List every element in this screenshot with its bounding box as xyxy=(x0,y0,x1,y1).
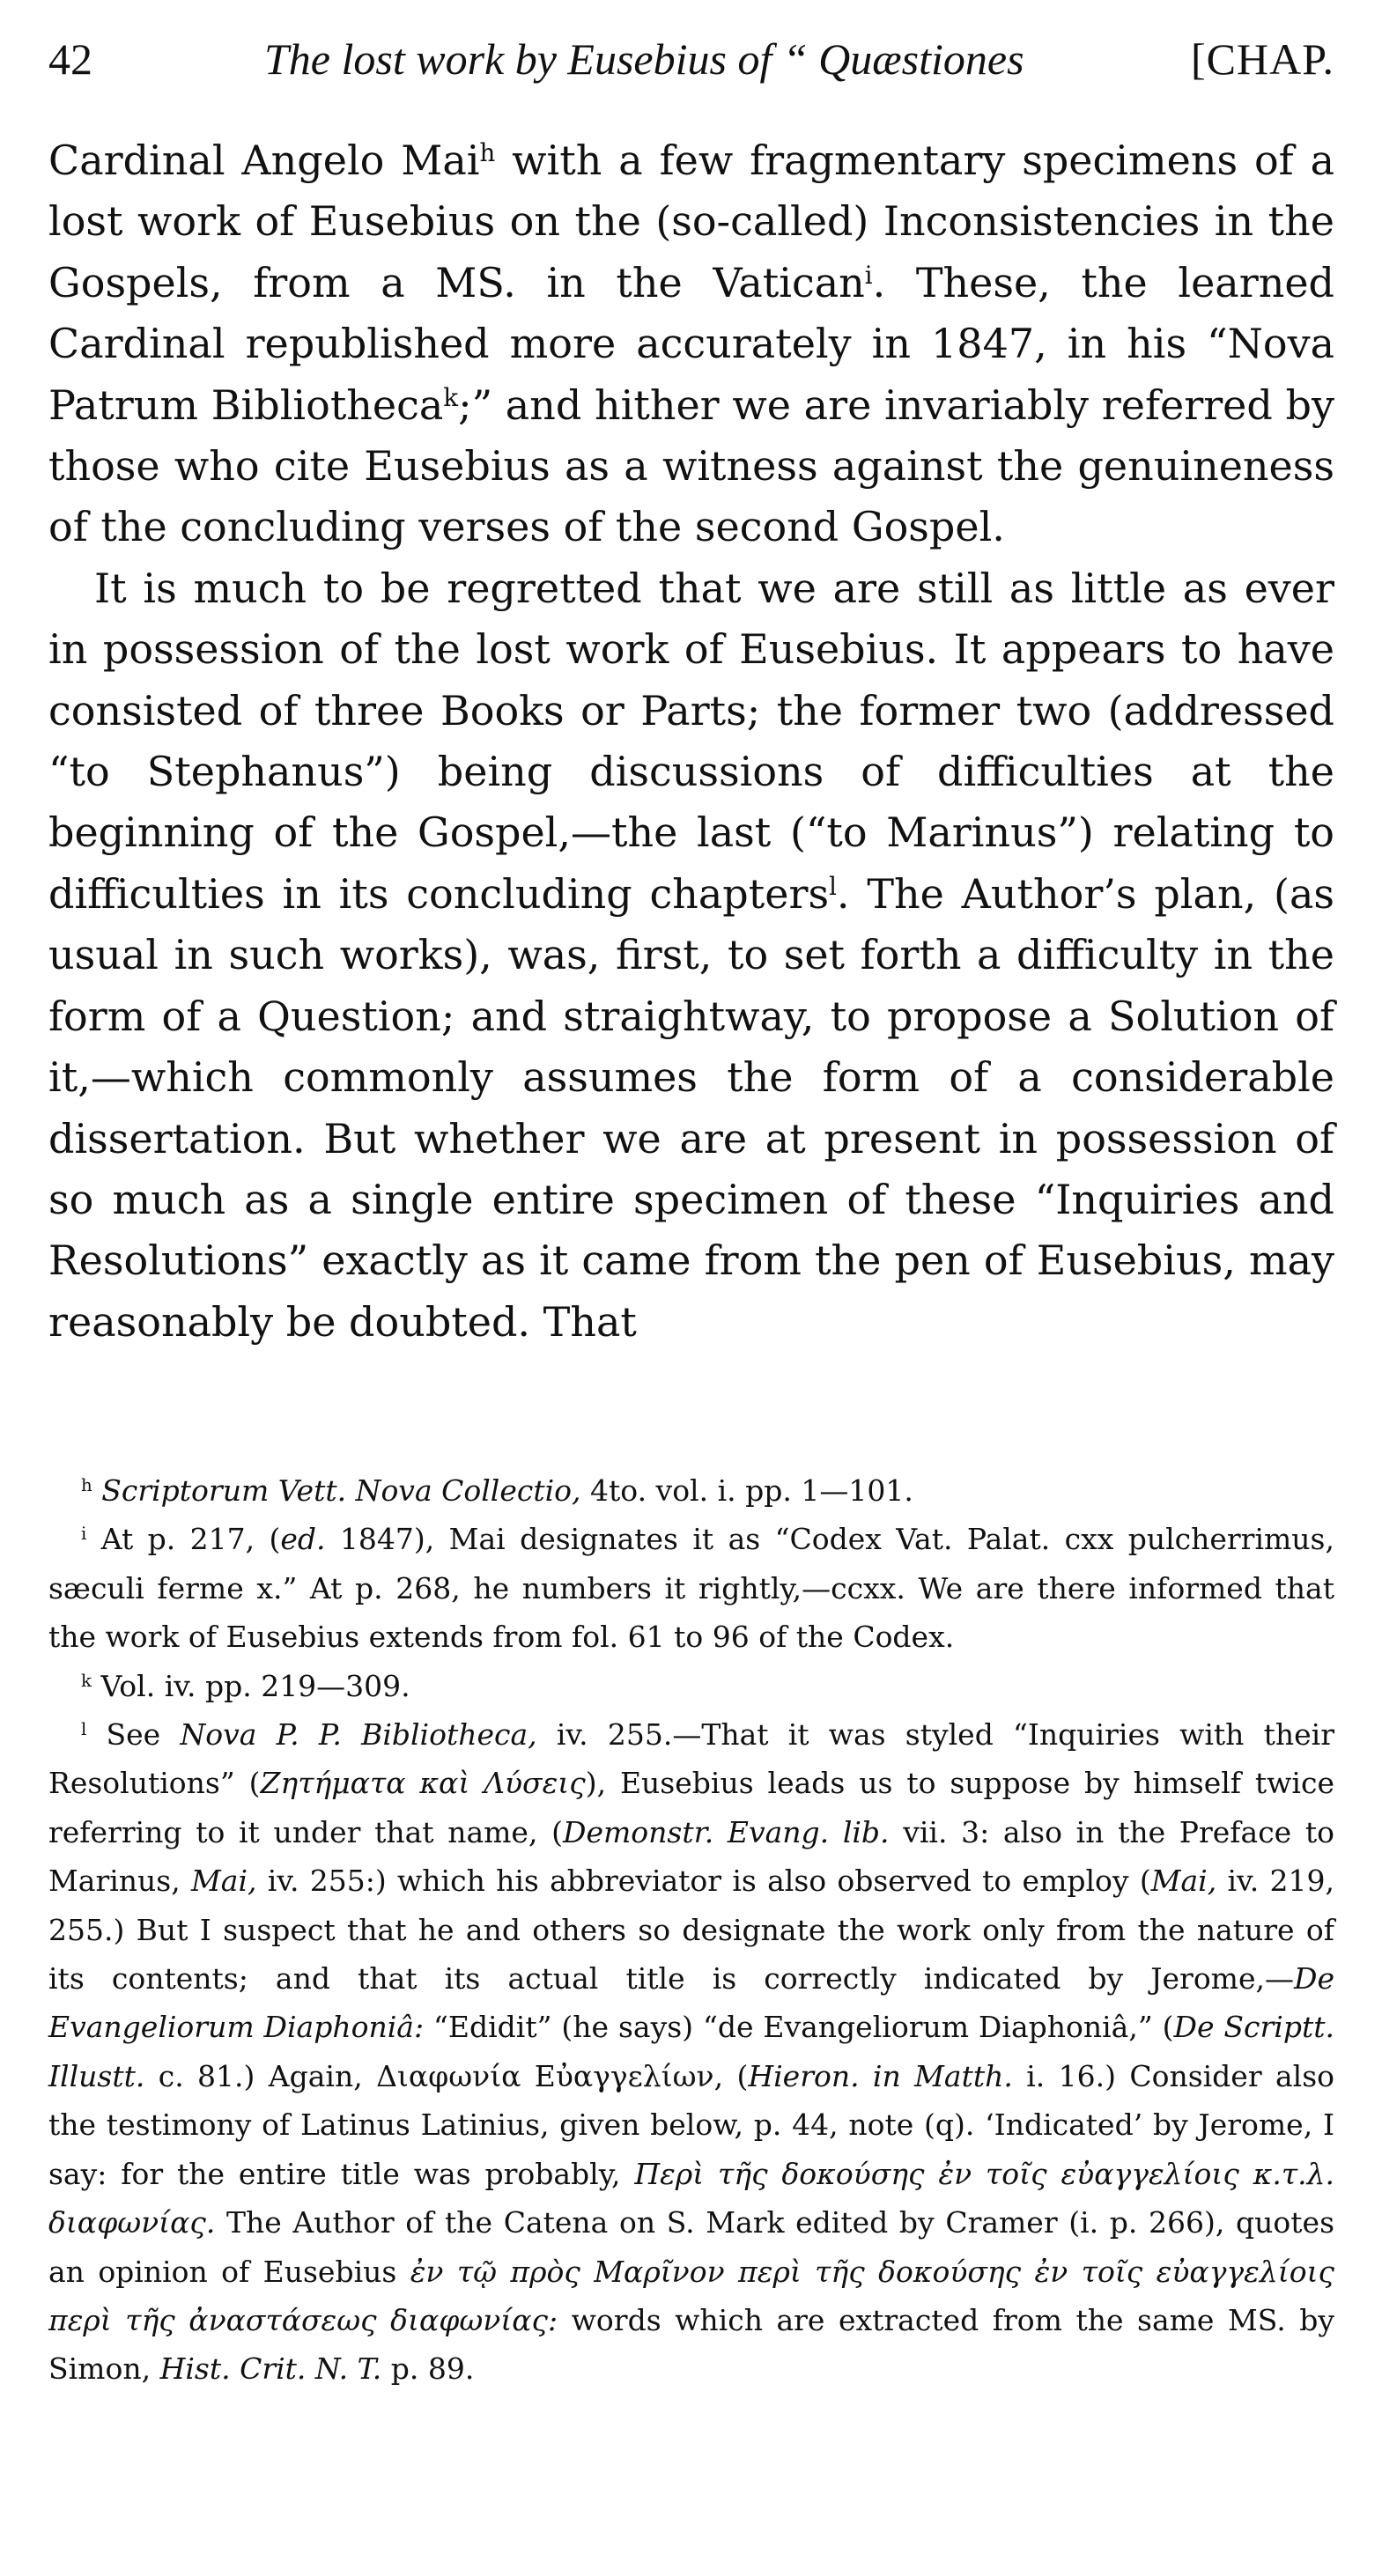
text-run: Cardinal Angelo Mai xyxy=(48,137,480,184)
italic-run: Hieron. in Matth. xyxy=(748,2058,1013,2093)
greek-run: Διαφωνία Εὐαγγελίων, xyxy=(376,2058,724,2093)
italic-run: Mai, xyxy=(1150,1864,1217,1899)
paragraph-1 xyxy=(48,130,1334,558)
text-run: 4to. vol. i. pp. 1—101. xyxy=(580,1473,913,1508)
italic-run: Nova P. P. Bibliotheca, xyxy=(180,1717,537,1753)
footnote-i xyxy=(48,1515,1334,1661)
text-run: c. 81.) Again, xyxy=(144,2058,377,2093)
italic-run: Mai, xyxy=(190,1864,257,1899)
text-run: iv. 219, 255.) But I suspect that he and others so designate the work only from the nature of its contents; and that its actual title is correctly indicated by Jerome,— xyxy=(48,1864,1334,1997)
text-run: p. 89. xyxy=(381,2351,475,2387)
greek-run: Περὶ τῆς δοκούσης ἐν τοῖς εὐαγγελίοις κ.τ.λ. διαφωνίας. xyxy=(48,2156,1334,2240)
greek-run: Ζητήματα καὶ Λύσεις xyxy=(260,1766,586,1801)
italic-run: ed. xyxy=(280,1522,326,1557)
main-text xyxy=(48,130,1334,1353)
text-run: At p. 217, ( xyxy=(100,1522,281,1557)
footnote-mark: l xyxy=(81,1719,87,1740)
italic-run: Hist. Crit. N. T. xyxy=(159,2351,382,2387)
footnote-mark: k xyxy=(81,1670,92,1691)
text-run: vii. 3: also in the Preface to Marinus, xyxy=(48,1814,1335,1899)
footnote-ref-k: k xyxy=(443,382,459,412)
footnote-k xyxy=(48,1662,1334,1710)
text-run: 1847), Mai designates it as “Codex Vat. Palat. cxx pulcherrimus, sæculi ferme x.” At p. 268, he numbers it rightly,—ccxx. We are there informed that the work of Eusebius extends from fol. 61 to 96 of the Codex. xyxy=(48,1522,1334,1655)
footnote-ref-l: l xyxy=(829,871,837,901)
text-run: “Edidit” (he says) “de Evangeliorum Diaphoniâ,” ( xyxy=(424,2010,1174,2045)
text-run: with a few fragmentary specimens of a lost work of Eusebius on the (so-called) Inconsistencies in the Gospels, from a MS. in the Vatican xyxy=(48,137,1334,306)
footnote-ref-h: h xyxy=(479,137,496,167)
text-run: . The Author’s plan, (as usual in such works), was, first, to set forth a difficulty in the form of a Question; and straightway, to propose a Solution of it,—which commonly assumes the form of a considerable dissertation. But whether we are at present in possession of so much as a single entire specimen of these “Inquiries and Resolutions” exactly as it came from the pen of Eusebius, may reasonably be doubted. That xyxy=(48,869,1334,1346)
chapter-label: [CHAP. xyxy=(1191,34,1334,84)
running-header xyxy=(48,33,1334,86)
running-title: The lost work by Eusebius of “ Quæstiones xyxy=(264,34,1024,84)
text-run: . These, the learned Cardinal republished more accurately in 1847, in his “Nova Patrum Bibliotheca xyxy=(48,258,1334,429)
text-run: See xyxy=(106,1717,181,1753)
text-run: It is much to be regretted that we are still as little as ever in possession of the lost work of Eusebius. It appears to have consisted of three Books or Parts; the former two (addressed “to Stephanus”) being discussions of difficulties at the beginning of the Gospel,—the last (“to Marinus”) relating to difficulties in its concluding chapters xyxy=(48,564,1334,918)
footnote-mark: i xyxy=(81,1524,87,1545)
italic-run: Demonstr. Evang. lib. xyxy=(562,1814,890,1849)
italic-run: Scriptorum Vett. Nova Collectio, xyxy=(101,1473,581,1508)
footnote-l xyxy=(48,1710,1334,2394)
italic-run: De Evangeliorum Diaphoniâ: xyxy=(48,1961,1334,2045)
text-run: ), Eusebius leads us to suppose by himself twice referring to it under that name, ( xyxy=(48,1766,1334,1849)
italic-run: De Scriptt. Illustt. xyxy=(48,2010,1334,2093)
footnote-mark: h xyxy=(81,1475,92,1496)
text-run: words which are extracted from the same MS. by Simon, xyxy=(48,2302,1334,2387)
footnote-h xyxy=(48,1466,1334,1515)
paragraph-2 xyxy=(48,558,1334,1353)
text-run: ;” and hither we are invariably referred by those who cite Eusebius as a witness against the genuineness of the concluding verses of the second Gospel. xyxy=(48,380,1334,551)
text-run: The Author of the Catena on S. Mark edited by Cramer (i. p. 266), quotes an opinion of Eusebius xyxy=(48,2205,1334,2289)
text-run: iv. 255.—That it was styled “Inquiries with their Resolutions” ( xyxy=(48,1717,1334,1801)
footnote-ref-i: i xyxy=(864,260,873,290)
greek-run: ἐν τῷ πρὸς Μαρῖνον περὶ τῆς δοκούσης ἐν τοῖς εὐαγγελίοις περὶ τῆς ἀναστάσεως διαφωνίας: xyxy=(48,2254,1334,2337)
footnotes xyxy=(48,1466,1334,2394)
text-run: ( xyxy=(723,2058,749,2093)
text-run: iv. 255:) which his abbreviator is also observed to employ ( xyxy=(256,1864,1151,1899)
text-run: Vol. iv. pp. 219—309. xyxy=(100,1668,410,1703)
page-number: 42 xyxy=(48,34,92,84)
text-run: i. 16.) Consider also the testimony of Latinus Latinius, given below, p. 44, note (q). ‘Indicated’ by Jerome, I say: for the entire title was probably, xyxy=(48,2058,1335,2191)
